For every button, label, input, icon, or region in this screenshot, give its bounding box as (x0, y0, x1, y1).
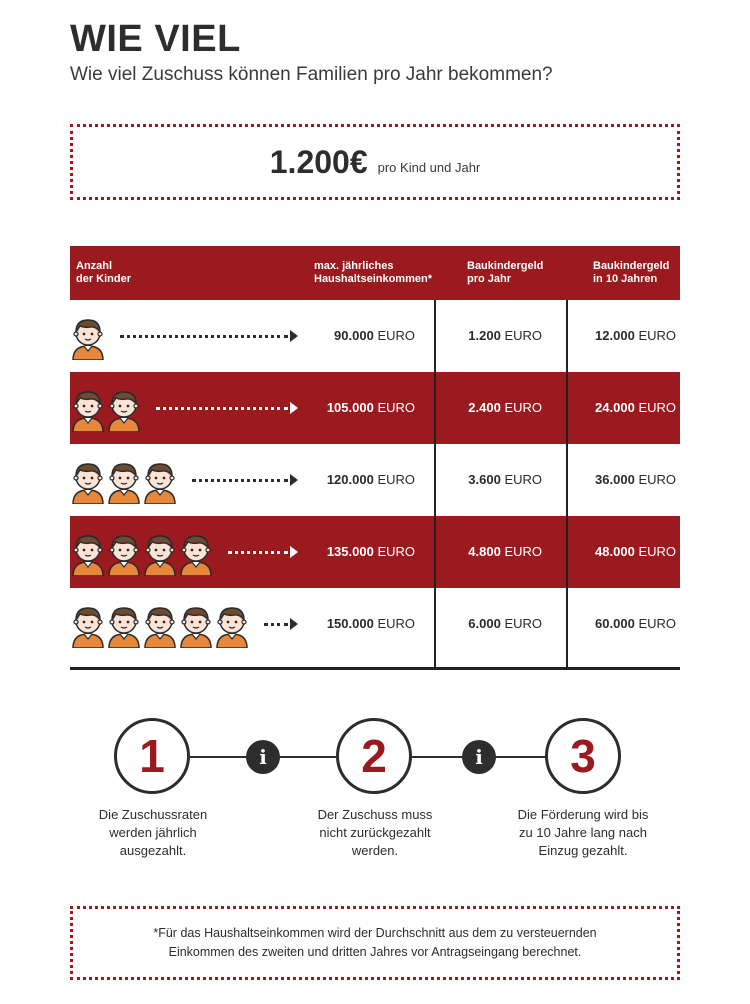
dotted-arrow-icon (192, 444, 298, 516)
child-icon (106, 602, 142, 648)
amount-value: 1.200€ (269, 143, 368, 180)
per-year-cell: 2.400 EURO (468, 400, 542, 415)
child-icon (142, 458, 178, 504)
footnote: *Für das Haushaltseinkommen wird der Durchschnitt aus dem zu versteuernden Einkommen des zweiten und dritten Jahres vor Antragseingang berechnet. (153, 926, 597, 959)
ten-years-cell: 12.000 EURO (595, 328, 676, 343)
ten-years-cell: 48.000 EURO (595, 544, 676, 559)
child-icon (142, 602, 178, 648)
child-icon (106, 530, 142, 576)
income-cell: 150.000 EURO (326, 616, 415, 631)
child-icon (70, 602, 106, 648)
step-1-circle: 1 (114, 718, 190, 794)
footnote-box (70, 906, 680, 980)
header-income: max. jährliches Haushaltseinkommen* (314, 260, 432, 285)
table-row (70, 516, 680, 588)
per-year-cell: 3.600 EURO (468, 472, 542, 487)
ten-years-cell: 36.000 EURO (595, 472, 676, 487)
step-2-circle: 2 (336, 718, 412, 794)
children-icons (70, 530, 214, 576)
child-icon (106, 458, 142, 504)
step-3-circle: 3 (545, 718, 621, 794)
per-year-cell: 4.800 EURO (468, 544, 542, 559)
table-bottom-rule (70, 667, 680, 670)
dotted-arrow-icon (228, 516, 298, 588)
table-row (70, 444, 680, 516)
children-icons (70, 602, 250, 648)
child-icon (70, 314, 106, 360)
children-icons (70, 314, 106, 360)
per-year-cell: 6.000 EURO (468, 616, 542, 631)
child-icon (142, 530, 178, 576)
info-icon: i (462, 740, 496, 774)
child-icon (178, 602, 214, 648)
dotted-arrow-icon (156, 372, 298, 444)
steps-section (0, 706, 750, 866)
income-cell: 90.000 EURO (334, 328, 415, 343)
child-icon (106, 386, 142, 432)
income-cell: 120.000 EURO (326, 472, 415, 487)
table-row (70, 588, 680, 660)
subsidy-table (70, 246, 680, 670)
header-ten-years: Baukindergeld in 10 Jahren (593, 260, 670, 285)
child-icon (214, 602, 250, 648)
children-icons (70, 458, 178, 504)
children-icons (70, 386, 142, 432)
income-cell: 135.000 EURO (326, 544, 415, 559)
child-icon (70, 530, 106, 576)
child-icon (178, 530, 214, 576)
table-row (70, 372, 680, 444)
ten-years-cell: 24.000 EURO (595, 400, 676, 415)
child-icon (70, 458, 106, 504)
ten-years-cell: 60.000 EURO (595, 616, 676, 631)
amount-unit: pro Kind und Jahr (377, 159, 481, 175)
info-icon: i (246, 740, 280, 774)
column-divider (566, 300, 568, 670)
step-2-text: Der Zuschuss muss nicht zurückgezahlt werden. (317, 807, 433, 858)
step-1-text: Die Zuschussraten werden jährlich ausgezahlt. (98, 807, 208, 858)
column-divider (434, 300, 436, 670)
income-cell: 105.000 EURO (326, 400, 415, 415)
page-subtitle: Wie viel Zuschuss können Familien pro Jahr bekommen? (70, 64, 553, 85)
table-header (70, 246, 680, 300)
dotted-arrow-icon (120, 300, 298, 372)
header-per-year: Baukindergeld pro Jahr (467, 260, 544, 285)
step-3-text: Die Förderung wird bis zu 10 Jahre lang nach Einzug gezahlt. (517, 807, 649, 858)
child-icon (70, 386, 106, 432)
page-title: WIE VIEL (70, 18, 241, 60)
per-year-cell: 1.200 EURO (468, 328, 542, 343)
amount-box (70, 124, 680, 200)
dotted-arrow-icon (264, 588, 298, 660)
table-body (70, 300, 680, 660)
header-children: Anzahl der Kinder (76, 260, 132, 285)
table-row (70, 300, 680, 372)
